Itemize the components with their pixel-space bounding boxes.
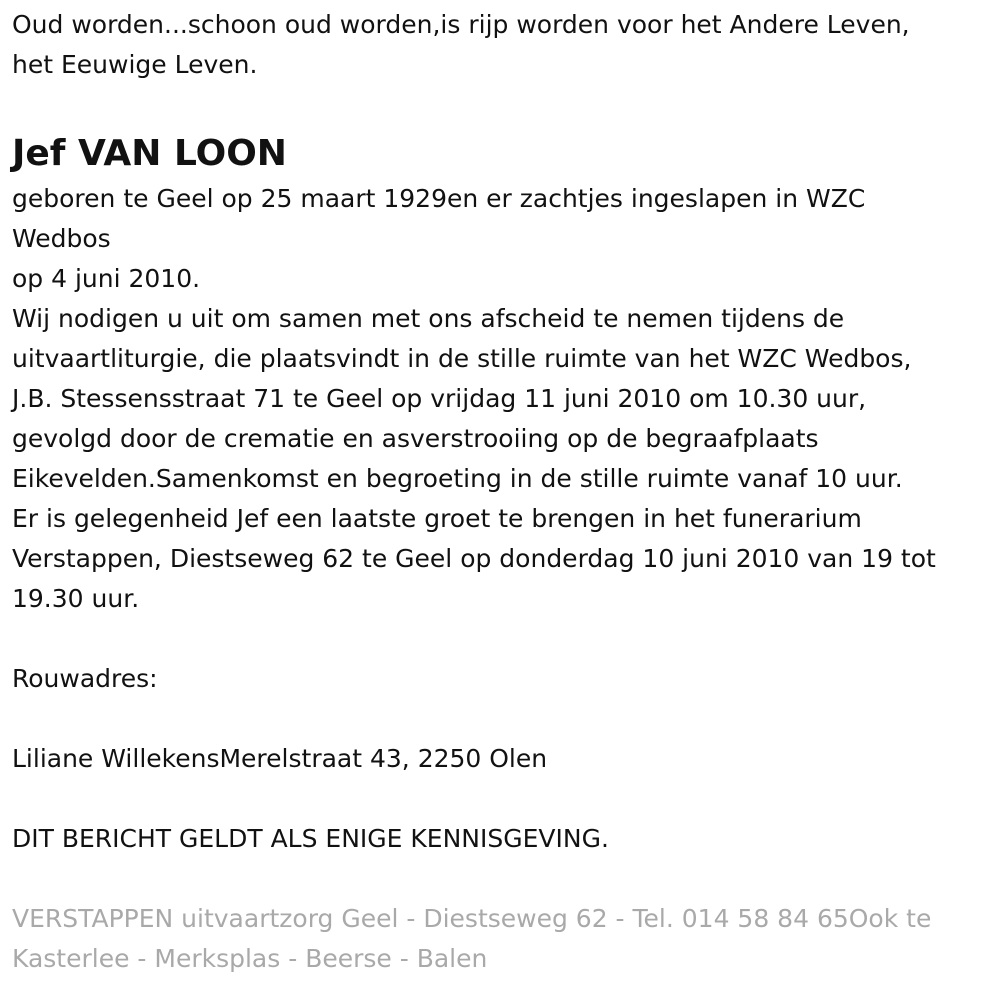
body-line: op 4 juni 2010. — [12, 264, 201, 293]
motto-line: het Eeuwige Leven. — [12, 50, 258, 79]
body-line: J.B. Stessensstraat 71 te Geel op vrijdag 11 juni 2010 om 10.30 uur, — [12, 384, 867, 413]
body-line: Verstappen, Diestseweg 62 te Geel op donderdag 10 juni 2010 van 19 tot — [12, 544, 936, 573]
mourning-address-label: Rouwadres: — [12, 664, 158, 693]
body-line: uitvaartliturgie, die plaatsvindt in de stille ruimte van het WZC Wedbos, — [12, 344, 912, 373]
spacer — [12, 619, 988, 659]
mourning-address: Liliane WillekensMerelstraat 43, 2250 Olen — [12, 744, 548, 773]
funeral-home-footer — [12, 899, 988, 979]
spacer — [12, 699, 988, 739]
spacer — [12, 779, 988, 819]
deceased-name: Jef VAN LOON — [12, 133, 287, 174]
spacer — [12, 859, 988, 899]
body-line: Wij nodigen u uit om samen met ons afscheid te nemen tijdens de — [12, 304, 845, 333]
body-line: 19.30 uur. — [12, 584, 140, 613]
motto — [12, 5, 988, 85]
body-line: Er is gelegenheid Jef een laatste groet te brengen in het funerarium — [12, 504, 862, 533]
notice: DIT BERICHT GELDT ALS ENIGE KENNISGEVING. — [12, 824, 609, 853]
footer-line: VERSTAPPEN uitvaartzorg Geel - Diestseweg 62 - Tel. 014 58 84 65Ook te — [12, 904, 932, 933]
footer-line: Kasterlee - Merksplas - Beerse - Balen — [12, 944, 488, 973]
body-line: geboren te Geel op 25 maart 1929en er zachtjes ingeslapen in WZC — [12, 184, 866, 213]
body-line: gevolgd door de crematie en asverstrooiing op de begraafplaats — [12, 424, 819, 453]
body-line: Eikevelden.Samenkomst en begroeting in de stille ruimte vanaf 10 uur. — [12, 464, 903, 493]
body-line: Wedbos — [12, 224, 111, 253]
motto-line: Oud worden...schoon oud worden,is rijp worden voor het Andere Leven, — [12, 10, 910, 39]
obituary-body — [12, 179, 988, 619]
